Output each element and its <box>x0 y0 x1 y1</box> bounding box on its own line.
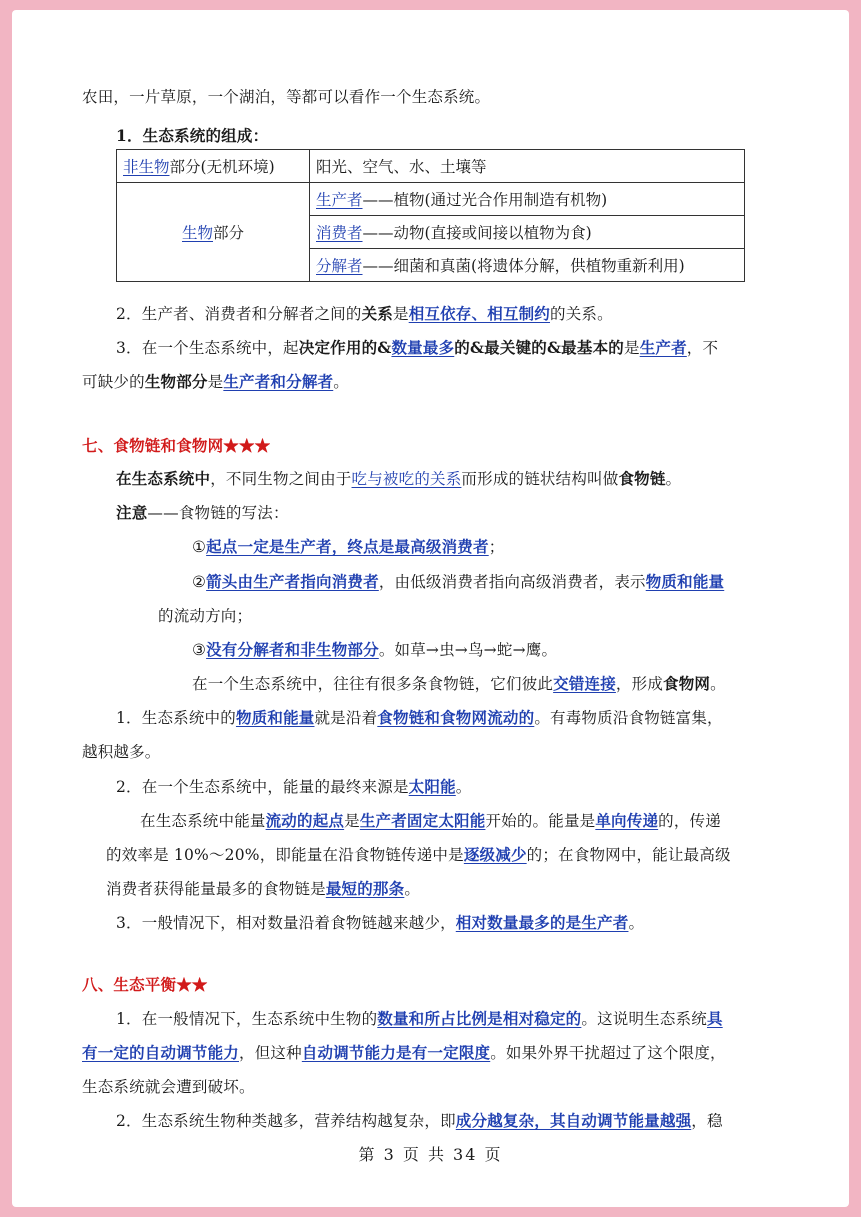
relation-c: 是 <box>392 305 409 323</box>
foodweb-line <box>192 673 726 695</box>
b-d3: ，稳 <box>691 1112 723 1130</box>
e2-c: 的；在食物网中，能让最高级 <box>526 846 731 864</box>
b-a3: 。这说明生态系统 <box>581 1010 707 1028</box>
producer-link: 生产者 <box>316 191 363 209</box>
note-line <box>116 502 289 524</box>
rule2-link: 箭头由生产者指向消费者 <box>206 572 379 591</box>
section7-title: 七、食物链和食物网★★★ <box>82 436 271 455</box>
role-f: 生产者 <box>639 338 687 357</box>
fw-c: ，形成 <box>615 675 664 693</box>
role-l: 。 <box>333 373 349 391</box>
living-cell <box>117 183 310 282</box>
producer-text: ——植物(通过光合作用制造有机物) <box>362 191 608 209</box>
nonliving-value-text: 阳光、空气、水、土壤等 <box>316 158 487 176</box>
b-a1: 1．在一般情况下，生态系统中生物的 <box>116 1010 378 1028</box>
b-b2: ，但这种 <box>239 1044 302 1062</box>
item1-cont <box>82 741 161 763</box>
rule2-text: ，由低级消费者指向高级消费者，表示 <box>378 573 646 591</box>
relation-b: 关系 <box>361 304 393 323</box>
e1-e: 开始的。能量是 <box>485 812 596 830</box>
e3-b: 最短的那条 <box>325 879 405 898</box>
consumer-cell <box>310 216 745 249</box>
i2-b: 太阳能 <box>408 777 456 796</box>
fc-c: 吃与被吃的关系 <box>351 470 462 488</box>
document-page <box>12 10 849 1207</box>
e1-d: 生产者固定太阳能 <box>359 811 486 830</box>
rule1-end: ； <box>488 538 505 556</box>
i1-c: 就是沿着 <box>314 709 378 727</box>
rule1-num: ① <box>192 538 207 556</box>
intro-line <box>82 86 490 108</box>
page-number: 第 3 页 共 34 页 <box>358 1145 503 1164</box>
b-d1: 2．生态系统生物种类越多，营养结构越复杂，即 <box>116 1112 456 1130</box>
rule2-num: ② <box>192 573 207 591</box>
role-d: 的&最关键的&最基本的 <box>454 338 624 357</box>
role-b: 决定作用的& <box>298 338 392 357</box>
b-b4: 。如果外界干扰超过了这个限度， <box>490 1044 726 1062</box>
fc-b: ，不同生物之间由于 <box>210 470 352 488</box>
item3-line <box>116 912 644 934</box>
role-e: 是 <box>623 339 640 357</box>
relation-line <box>116 303 613 325</box>
energy-line-1 <box>140 810 721 832</box>
balance-line-4 <box>116 1110 723 1132</box>
i1-b: 物质和能量 <box>235 708 315 727</box>
fw-e: 。 <box>710 675 726 693</box>
balance-line-3 <box>82 1076 255 1098</box>
composition-title <box>116 125 268 147</box>
nonliving-cell <box>117 150 310 183</box>
intro-text: 农田，一片草原，一个湖泊，等都可以看作一个生态系统。 <box>82 88 491 106</box>
composition-table <box>116 149 745 282</box>
fc-e: 食物链 <box>618 469 666 488</box>
balance-line-1 <box>116 1008 723 1030</box>
decomposer-link: 分解者 <box>316 257 363 275</box>
role-line-2 <box>82 371 349 393</box>
note-label: 注意 <box>116 503 148 522</box>
fw-a: 在一个生态系统中，往往有很多条食物链，它们彼此 <box>192 675 554 693</box>
composition-title-text: 1．生态系统的组成： <box>116 126 269 145</box>
table-row <box>117 183 745 216</box>
b-a4: 具 <box>706 1009 723 1028</box>
i2-a: 2．在一个生态系统中，能量的最终来源是 <box>116 778 409 796</box>
balance-line-2 <box>82 1042 726 1064</box>
fw-b: 交错连接 <box>553 674 616 693</box>
role-c: 数量最多 <box>391 338 455 357</box>
role-a: 3．在一个生态系统中，起 <box>116 339 299 357</box>
producer-cell <box>310 183 745 216</box>
b-c1: 生态系统就会遭到破坏。 <box>82 1078 255 1096</box>
rule-2 <box>192 571 724 593</box>
role-j: 是 <box>207 373 224 391</box>
item1-line <box>116 707 723 729</box>
table-row <box>117 150 745 183</box>
rule1-text: 起点一定是生产者，终点是最高级消费者 <box>206 537 489 556</box>
e2-b: 逐级减少 <box>463 845 527 864</box>
living-text: 部分 <box>213 224 245 242</box>
i1-f: 越积越多。 <box>82 743 161 761</box>
decomposer-text: ——细菌和真菌(将遗体分解，供植物重新利用) <box>362 257 685 275</box>
i1-a: 1．生态系统中的 <box>116 709 236 727</box>
role-h: 可缺少的 <box>82 373 145 391</box>
fc-a: 在生态系统中 <box>116 469 211 488</box>
i3-b: 相对数量最多的是生产者 <box>455 913 629 932</box>
b-a2: 数量和所占比例是相对稳定的 <box>377 1009 582 1028</box>
e3-a: 消费者获得能量最多的食物链是 <box>106 880 326 898</box>
b-d2: 成分越复杂，其自动调节能量越强 <box>455 1111 692 1130</box>
i3-a: 3．一般情况下，相对数量沿着食物链越来越少， <box>116 914 456 932</box>
rule3-link: 没有分解者和非生物部分 <box>206 640 379 659</box>
rule-2-cont <box>158 605 252 627</box>
b-b3: 自动调节能力是有一定限度 <box>301 1043 491 1062</box>
energy-line-2 <box>106 844 731 866</box>
foodchain-def <box>116 468 681 490</box>
rule2-link2: 物质和能量 <box>645 572 725 591</box>
role-g: ，不 <box>686 339 719 357</box>
e1-g: 的，传递 <box>658 812 721 830</box>
nonliving-text: 部分(无机环境) <box>169 158 275 176</box>
relation-a: 2．生产者、消费者和分解者之间的 <box>116 305 362 323</box>
role-k: 生产者和分解者 <box>223 372 334 391</box>
fc-d: 而形成的链状结构叫做 <box>461 470 619 488</box>
fw-d: 食物网 <box>663 674 711 693</box>
energy-line-3 <box>106 878 420 900</box>
relation-e: 的关系。 <box>550 305 613 323</box>
decomposer-cell <box>310 249 745 282</box>
rule-1 <box>192 536 504 558</box>
consumer-text: ——动物(直接或间接以植物为食) <box>362 224 592 242</box>
living-link: 生物 <box>181 224 213 242</box>
e1-f: 单向传递 <box>595 811 659 830</box>
i1-e: 。有毒物质沿食物链富集， <box>534 709 723 727</box>
rule3-text: 。如草→虫→鸟→蛇→鹰。 <box>378 641 558 659</box>
role-line-1 <box>116 337 718 359</box>
e3-c: 。 <box>404 880 421 898</box>
nonliving-value <box>310 150 745 183</box>
i3-c: 。 <box>628 914 645 932</box>
consumer-link: 消费者 <box>316 224 363 242</box>
rule3-num: ③ <box>192 641 207 659</box>
note-text: ——食物链的写法： <box>147 504 289 522</box>
rule2-cont-text: 的流动方向； <box>158 607 253 625</box>
i1-d: 食物链和食物网流动的 <box>377 708 535 727</box>
item2-line <box>116 776 471 798</box>
relation-d: 相互依存、相互制约 <box>408 304 550 323</box>
nonliving-link: 非生物 <box>123 158 170 176</box>
i2-c: 。 <box>455 778 472 796</box>
e1-b: 流动的起点 <box>265 811 345 830</box>
rule-3 <box>192 639 557 661</box>
e1-c: 是 <box>344 812 360 830</box>
section8-title: 八、生态平衡★★ <box>82 975 208 994</box>
e1-a: 在生态系统中能量 <box>140 812 266 830</box>
e2-a: 的效率是 10%～20%，即能量在沿食物链传递中是 <box>106 846 464 864</box>
b-b1: 有一定的自动调节能力 <box>82 1043 240 1062</box>
role-i: 生物部分 <box>144 372 208 391</box>
fc-f: 。 <box>665 470 682 488</box>
